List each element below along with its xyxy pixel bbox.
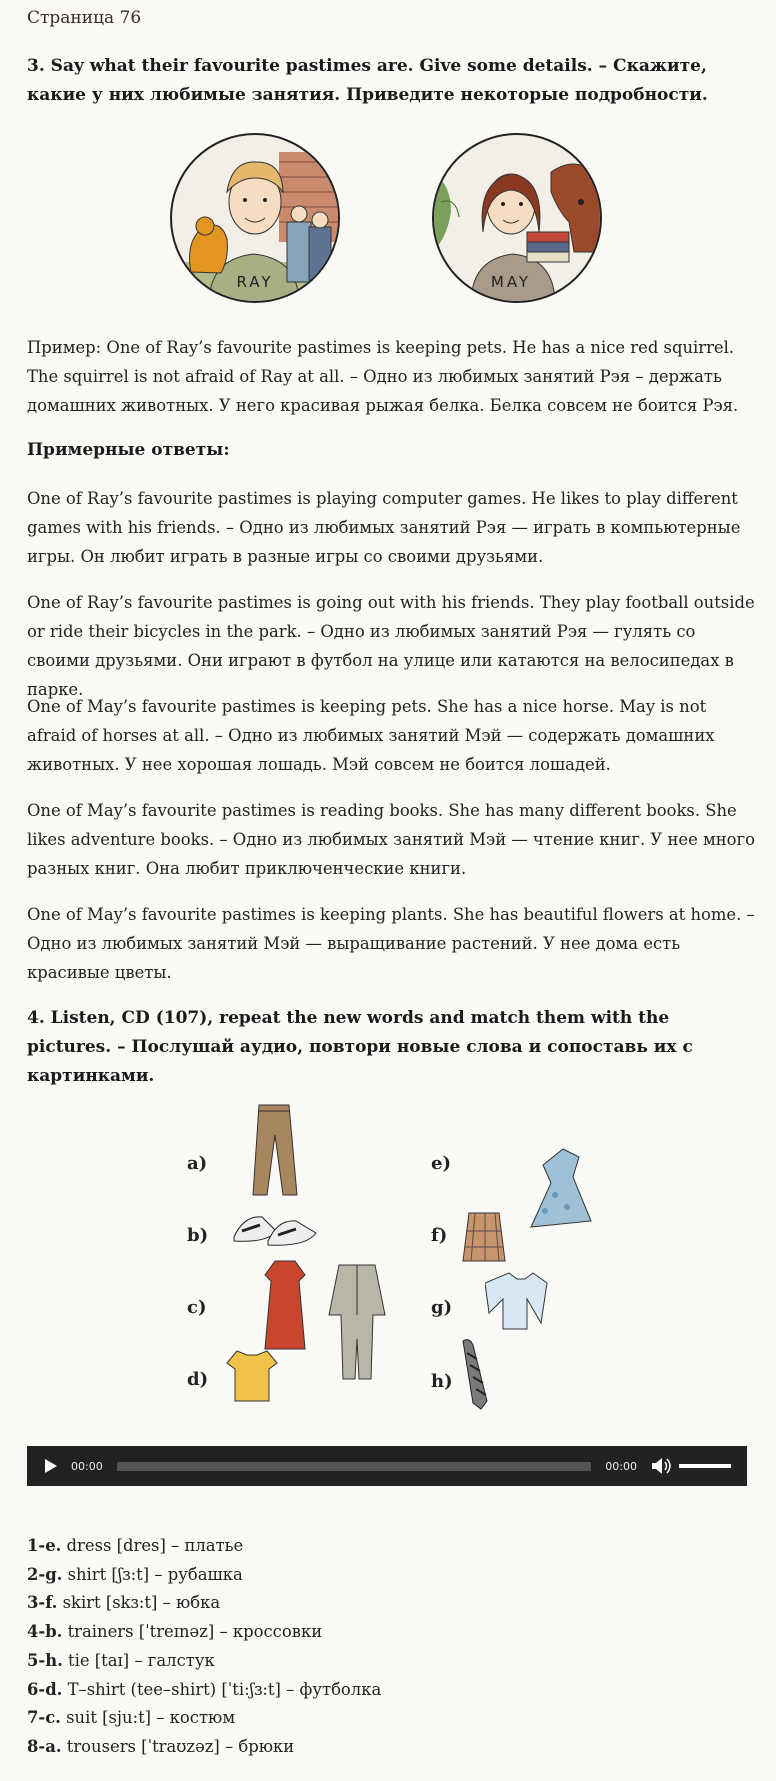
trainers-image xyxy=(230,1203,320,1253)
progress-track[interactable] xyxy=(117,1462,592,1471)
vocab-key: 1-e. xyxy=(27,1536,62,1555)
letter-d: d) xyxy=(187,1369,209,1390)
vocab-key: 8-a. xyxy=(27,1736,62,1756)
vocab-list xyxy=(27,1532,747,1762)
current-time: 00:00 xyxy=(71,1459,103,1473)
suit-image xyxy=(325,1261,391,1381)
vocab-text: dress [dres] – платье xyxy=(61,1536,244,1555)
vocab-item xyxy=(27,1676,747,1705)
letter-c: c) xyxy=(187,1297,207,1318)
task3-heading: 3. Say what their favourite pastimes are. Give some details. – Скажите, какие у них любимые занятия. Приведите некоторые подробности. xyxy=(27,56,708,105)
vocab-text: trousers [ˈtraʊzəz] – брюки xyxy=(61,1736,295,1756)
vocab-text: shirt [ʃɜ:t] – рубашка xyxy=(62,1564,243,1584)
shirt-image xyxy=(485,1267,555,1337)
letter-f: f) xyxy=(431,1225,448,1246)
answer-paragraph: One of Ray’s favourite pastimes is playing computer games. He likes to play different games with his friends. – Одно из любимых занятий Рэя — играть в компьютерные игры. Он любит играть в разные игры со своими друзьями. xyxy=(27,489,741,566)
tshirt-image xyxy=(225,1347,279,1403)
trousers-image xyxy=(245,1101,305,1201)
letter-g: g) xyxy=(431,1297,453,1318)
may-label: MAY xyxy=(490,273,532,291)
answers-heading: Примерные ответы: xyxy=(27,440,230,460)
blue-dress-image xyxy=(515,1145,595,1229)
vocab-item xyxy=(27,1618,747,1647)
vocab-key: 2-g. xyxy=(27,1564,63,1584)
vocab-key: 5-h. xyxy=(27,1650,63,1670)
example-paragraph: Пример: One of Ray’s favourite pastimes is keeping pets. He has a nice red squirrel. The squirrel is not afraid of Ray at all. – Одно из любимых занятий Рэя – держать домашних животных. У него красивая рыжая белка. Белка совсем не боится Рэя. xyxy=(27,338,739,415)
volume-slider[interactable] xyxy=(679,1464,731,1468)
vocab-text: trainers [ˈtreɪnəz] – кроссовки xyxy=(62,1622,323,1642)
vocab-text: skirt [skɜ:t] – юбка xyxy=(57,1593,221,1613)
vocab-text: tie [taɪ] – галстук xyxy=(62,1650,215,1670)
vocab-item xyxy=(27,1647,747,1676)
answer-paragraph: One of Ray’s favourite pastimes is going out with his friends. They play football outside or ride their bicycles in the park. – Одно из любимых занятий Рэя — гулять со своими друзьями. Они играют в футбол на улице или катаются на велосипедах в парке. xyxy=(27,593,755,699)
mute-button[interactable] xyxy=(651,1455,673,1477)
task4-heading: 4. Listen, CD (107), repeat the new words and match them with the pictures. – Послушай аудио, повтори новые слова и сопоставь их с картинками. xyxy=(27,1008,693,1086)
page-number: Страница 76 xyxy=(27,8,142,28)
ray-portrait xyxy=(169,132,341,304)
vocab-item xyxy=(27,1704,747,1733)
skirt-image xyxy=(459,1209,509,1265)
answer-paragraph: One of May’s favourite pastimes is keeping plants. She has beautiful flowers at home. – Одно из любимых занятий Мэй — выращивание растений. У нее дома есть красивые цветы. xyxy=(27,905,755,982)
letter-a: a) xyxy=(187,1153,208,1174)
answer-paragraph: One of May’s favourite pastimes is keeping pets. She has a nice horse. May is not afraid of horses at all. – Одно из любимых занятий Мэй — содержать домашних животных. У нее хорошая лошадь. Мэй совсем не боится лошадей. xyxy=(27,697,715,774)
vocab-key: 3-f. xyxy=(27,1593,58,1613)
vocab-key: 7-c. xyxy=(27,1708,61,1728)
answer-paragraph: One of May’s favourite pastimes is reading books. She has many different books. She likes adventure books. – Одно из любимых занятий Мэй — чтение книг. У нее много разных книг. Она любит приключенческие книги. xyxy=(27,801,755,878)
tie-image xyxy=(457,1335,497,1415)
red-dress-image xyxy=(257,1257,313,1353)
vocab-item xyxy=(27,1532,747,1561)
letter-e: e) xyxy=(431,1153,451,1174)
audio-player xyxy=(27,1446,747,1486)
vocab-item xyxy=(27,1733,747,1762)
vocab-item xyxy=(27,1561,747,1590)
may-portrait xyxy=(431,132,603,304)
duration: 00:00 xyxy=(605,1459,637,1473)
vocab-text: suit [sju:t] – костюм xyxy=(60,1708,236,1728)
vocab-text: T–shirt (tee–shirt) [ˈti:ʃɜ:t] – футболка xyxy=(62,1679,382,1699)
clothes-picture xyxy=(175,1095,635,1425)
play-button[interactable] xyxy=(39,1454,63,1478)
ray-label: RAY xyxy=(236,273,274,291)
volume-icon xyxy=(651,1457,671,1475)
play-icon xyxy=(44,1458,58,1474)
letter-b: b) xyxy=(187,1225,209,1246)
letter-h: h) xyxy=(431,1371,453,1392)
vocab-key: 4-b. xyxy=(27,1622,63,1642)
vocab-key: 6-d. xyxy=(27,1679,63,1699)
vocab-item xyxy=(27,1589,747,1618)
